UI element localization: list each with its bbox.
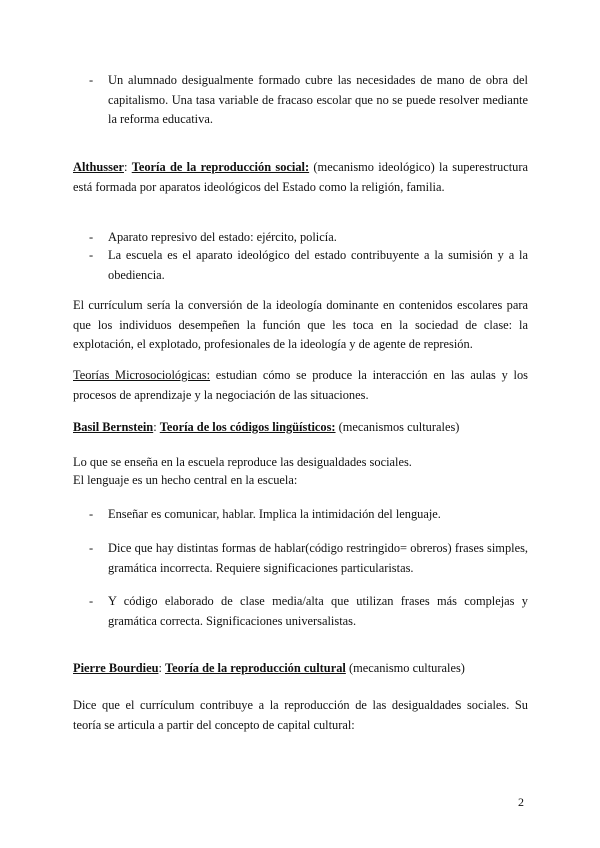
separator: : (123, 160, 128, 174)
paragraph-text: (mecanismo culturales) (345, 661, 465, 675)
list-item (89, 71, 528, 130)
list-item-text: Aparato represivo del estado: ejército, policía. (108, 230, 337, 244)
page-number: 2 (518, 795, 524, 809)
bourdieu-paragraph: Dice que el currículum contribuye a la reproducción de las desigualdades sociales. Su teoría se articula a partir del concepto de capital cultural: (73, 698, 528, 732)
list-item-text: Un alumnado desigualmente formado cubre las necesidades de mano de obra del capitalismo. Una tasa variable de fracaso escolar que no se puede resolver mediante la reforma educativa. (108, 73, 528, 126)
author-name: Basil Bernstein (73, 420, 154, 434)
list-item (89, 228, 528, 248)
separator: : (158, 661, 166, 675)
bernstein-line: El lenguaje es un hecho central en la escuela: (73, 473, 298, 487)
bullet-dash: - (89, 594, 94, 608)
list-item-text: Dice que hay distintas formas de hablar(código restringido= obreros) frases simples, gramática incorrecta. Requiere significaciones particularistas. (108, 541, 528, 575)
bullet-dash: - (89, 230, 94, 244)
list-item (89, 505, 528, 525)
theory-title: Teoría de los códigos lingüísticos: (159, 420, 336, 434)
author-name: Althusser (73, 160, 124, 174)
paragraph-text: estudian cómo se produce la interacción en las aulas y los procesos de aprendizaje y la negociación de las situaciones. (73, 368, 528, 402)
bullet-dash: - (89, 507, 94, 521)
list-item-text: Enseñar es comunicar, hablar. Implica la intimidación del lenguaje. (108, 507, 441, 521)
paragraph-text: (mecanismo ideológico) la superestructura está formada por aparatos ideológicos del Estado como la religión, familia. (73, 160, 528, 194)
author-name: Pierre Bourdieu (73, 661, 159, 675)
bullet-dash: - (89, 73, 94, 87)
list-item-text: La escuela es el aparato ideológico del estado contribuyente a la sumisión y a la obediencia. (108, 248, 528, 282)
theory-title: Teoría de la reproducción social: (131, 160, 310, 174)
curriculum-paragraph: El currículum sería la conversión de la ideología dominante en contenidos escolares para que los individuos desempeñen la función que les toca en la sociedad de clase: la explotación, el explotado, profesionales de la ideología y de agente de represión. (73, 298, 528, 351)
section-label: Teorías Microsociológicas: (73, 368, 211, 382)
althusser-paragraph (73, 158, 528, 197)
bullet-dash: - (89, 248, 94, 262)
theory-title: Teoría de la reproducción cultural (165, 661, 346, 675)
list-item-text: Y código elaborado de clase media/alta que utilizan frases más complejas y gramática correcta. Significaciones universalistas. (108, 594, 528, 628)
list-item (89, 539, 528, 578)
micro-paragraph (73, 366, 528, 405)
separator: : (153, 420, 160, 434)
list-item (89, 246, 528, 285)
bourdieu-heading (73, 659, 528, 679)
bernstein-line: Lo que se enseña en la escuela reproduce las desigualdades sociales. (73, 455, 412, 469)
bullet-dash: - (89, 541, 94, 555)
bernstein-heading (73, 418, 528, 438)
list-item (89, 592, 528, 631)
paragraph-text: (mecanismos culturales) (335, 420, 460, 434)
